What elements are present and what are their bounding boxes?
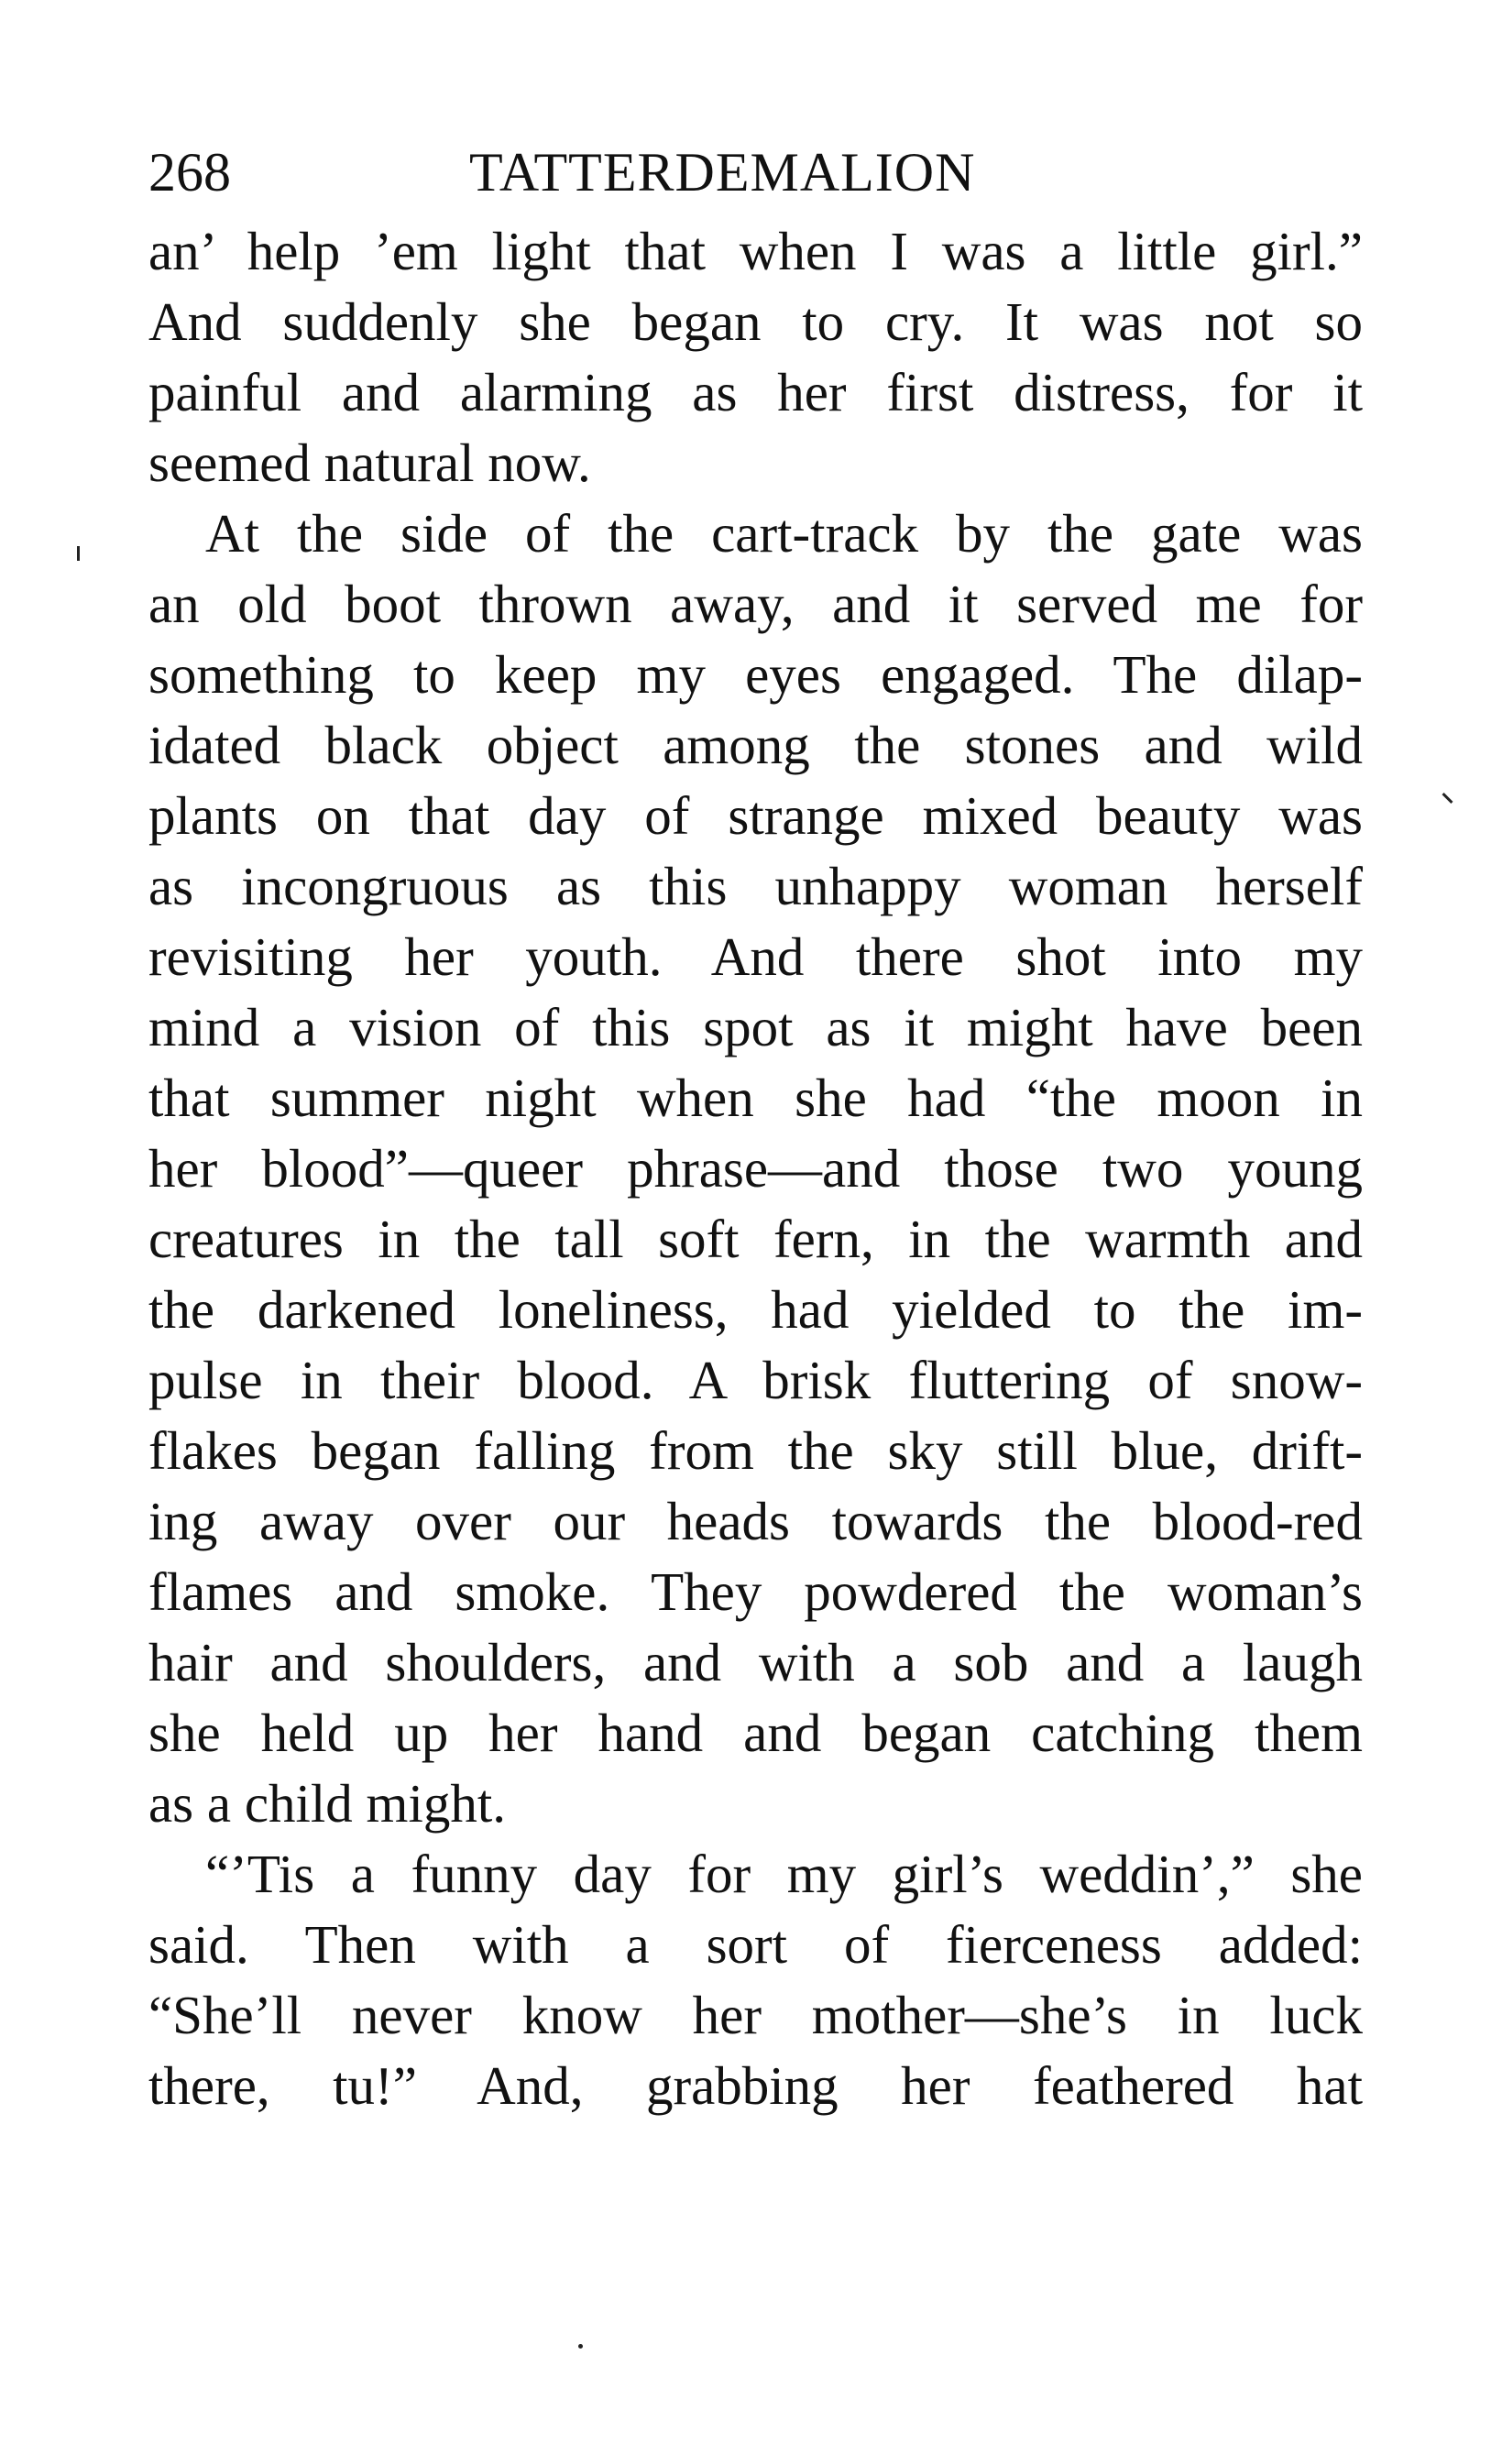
text-line: the darkened loneliness, had yielded to the im- [148, 1279, 1363, 1340]
text-line: plants on that day of strange mixed beauty was [148, 785, 1363, 846]
text-line: mind a vision of this spot as it might have been [148, 997, 1363, 1057]
text-line: seemed natural now. [148, 433, 591, 493]
text-line: creatures in the tall soft fern, in the warmth and [148, 1209, 1363, 1269]
bottom-speck [578, 2344, 583, 2349]
text-line: something to keep my eyes engaged. The dilap- [148, 644, 1363, 705]
text-line: And suddenly she began to cry. It was not so [148, 291, 1363, 352]
text-line: flames and smoke. They powdered the woman’s [148, 1561, 1363, 1622]
text-line: as a child might. [148, 1773, 506, 1834]
running-title: TATTERDEMALION [469, 142, 976, 203]
text-line: an’ help ’em light that when I was a little girl.” [148, 221, 1363, 281]
text-line: painful and alarming as her first distress, for it [148, 362, 1363, 422]
text-line: there, tu!” And, grabbing her feathered hat [148, 2055, 1363, 2116]
text-line: revisiting her youth. And there shot into my [148, 926, 1363, 987]
text-line: as incongruous as this unhappy woman herself [148, 856, 1363, 916]
text-line: idated black object among the stones and wild [148, 715, 1363, 775]
running-head [148, 128, 1363, 216]
text-line: hair and shoulders, and with a sob and a laugh [148, 1632, 1363, 1692]
book-page [148, 128, 1363, 2121]
text-line: she held up her hand and began catching them [148, 1703, 1363, 1763]
margin-speck [77, 546, 80, 561]
text-line: an old boot thrown away, and it served me for [148, 574, 1363, 634]
text-line: that summer night when she had “the moon in [148, 1068, 1363, 1128]
page-number: 268 [148, 142, 231, 203]
text-line: ing away over our heads towards the blood-red [148, 1491, 1363, 1551]
paragraph-start-line: “’Tis a funny day for my girl’s weddin’,” she [205, 1844, 1363, 1904]
text-line: “She’ll never know her mother—she’s in luck [148, 1985, 1363, 2045]
text-line: pulse in their blood. A brisk fluttering of snow- [148, 1350, 1363, 1410]
body-text [148, 216, 1363, 2121]
text-line: said. Then with a sort of fierceness added: [148, 1914, 1363, 1975]
paragraph-start-line: At the side of the cart-track by the gate was [205, 503, 1363, 564]
margin-speck [1442, 793, 1453, 804]
text-line: flakes began falling from the sky still blue, drift- [148, 1420, 1363, 1481]
text-line: her blood”—queer phrase—and those two young [148, 1138, 1363, 1199]
